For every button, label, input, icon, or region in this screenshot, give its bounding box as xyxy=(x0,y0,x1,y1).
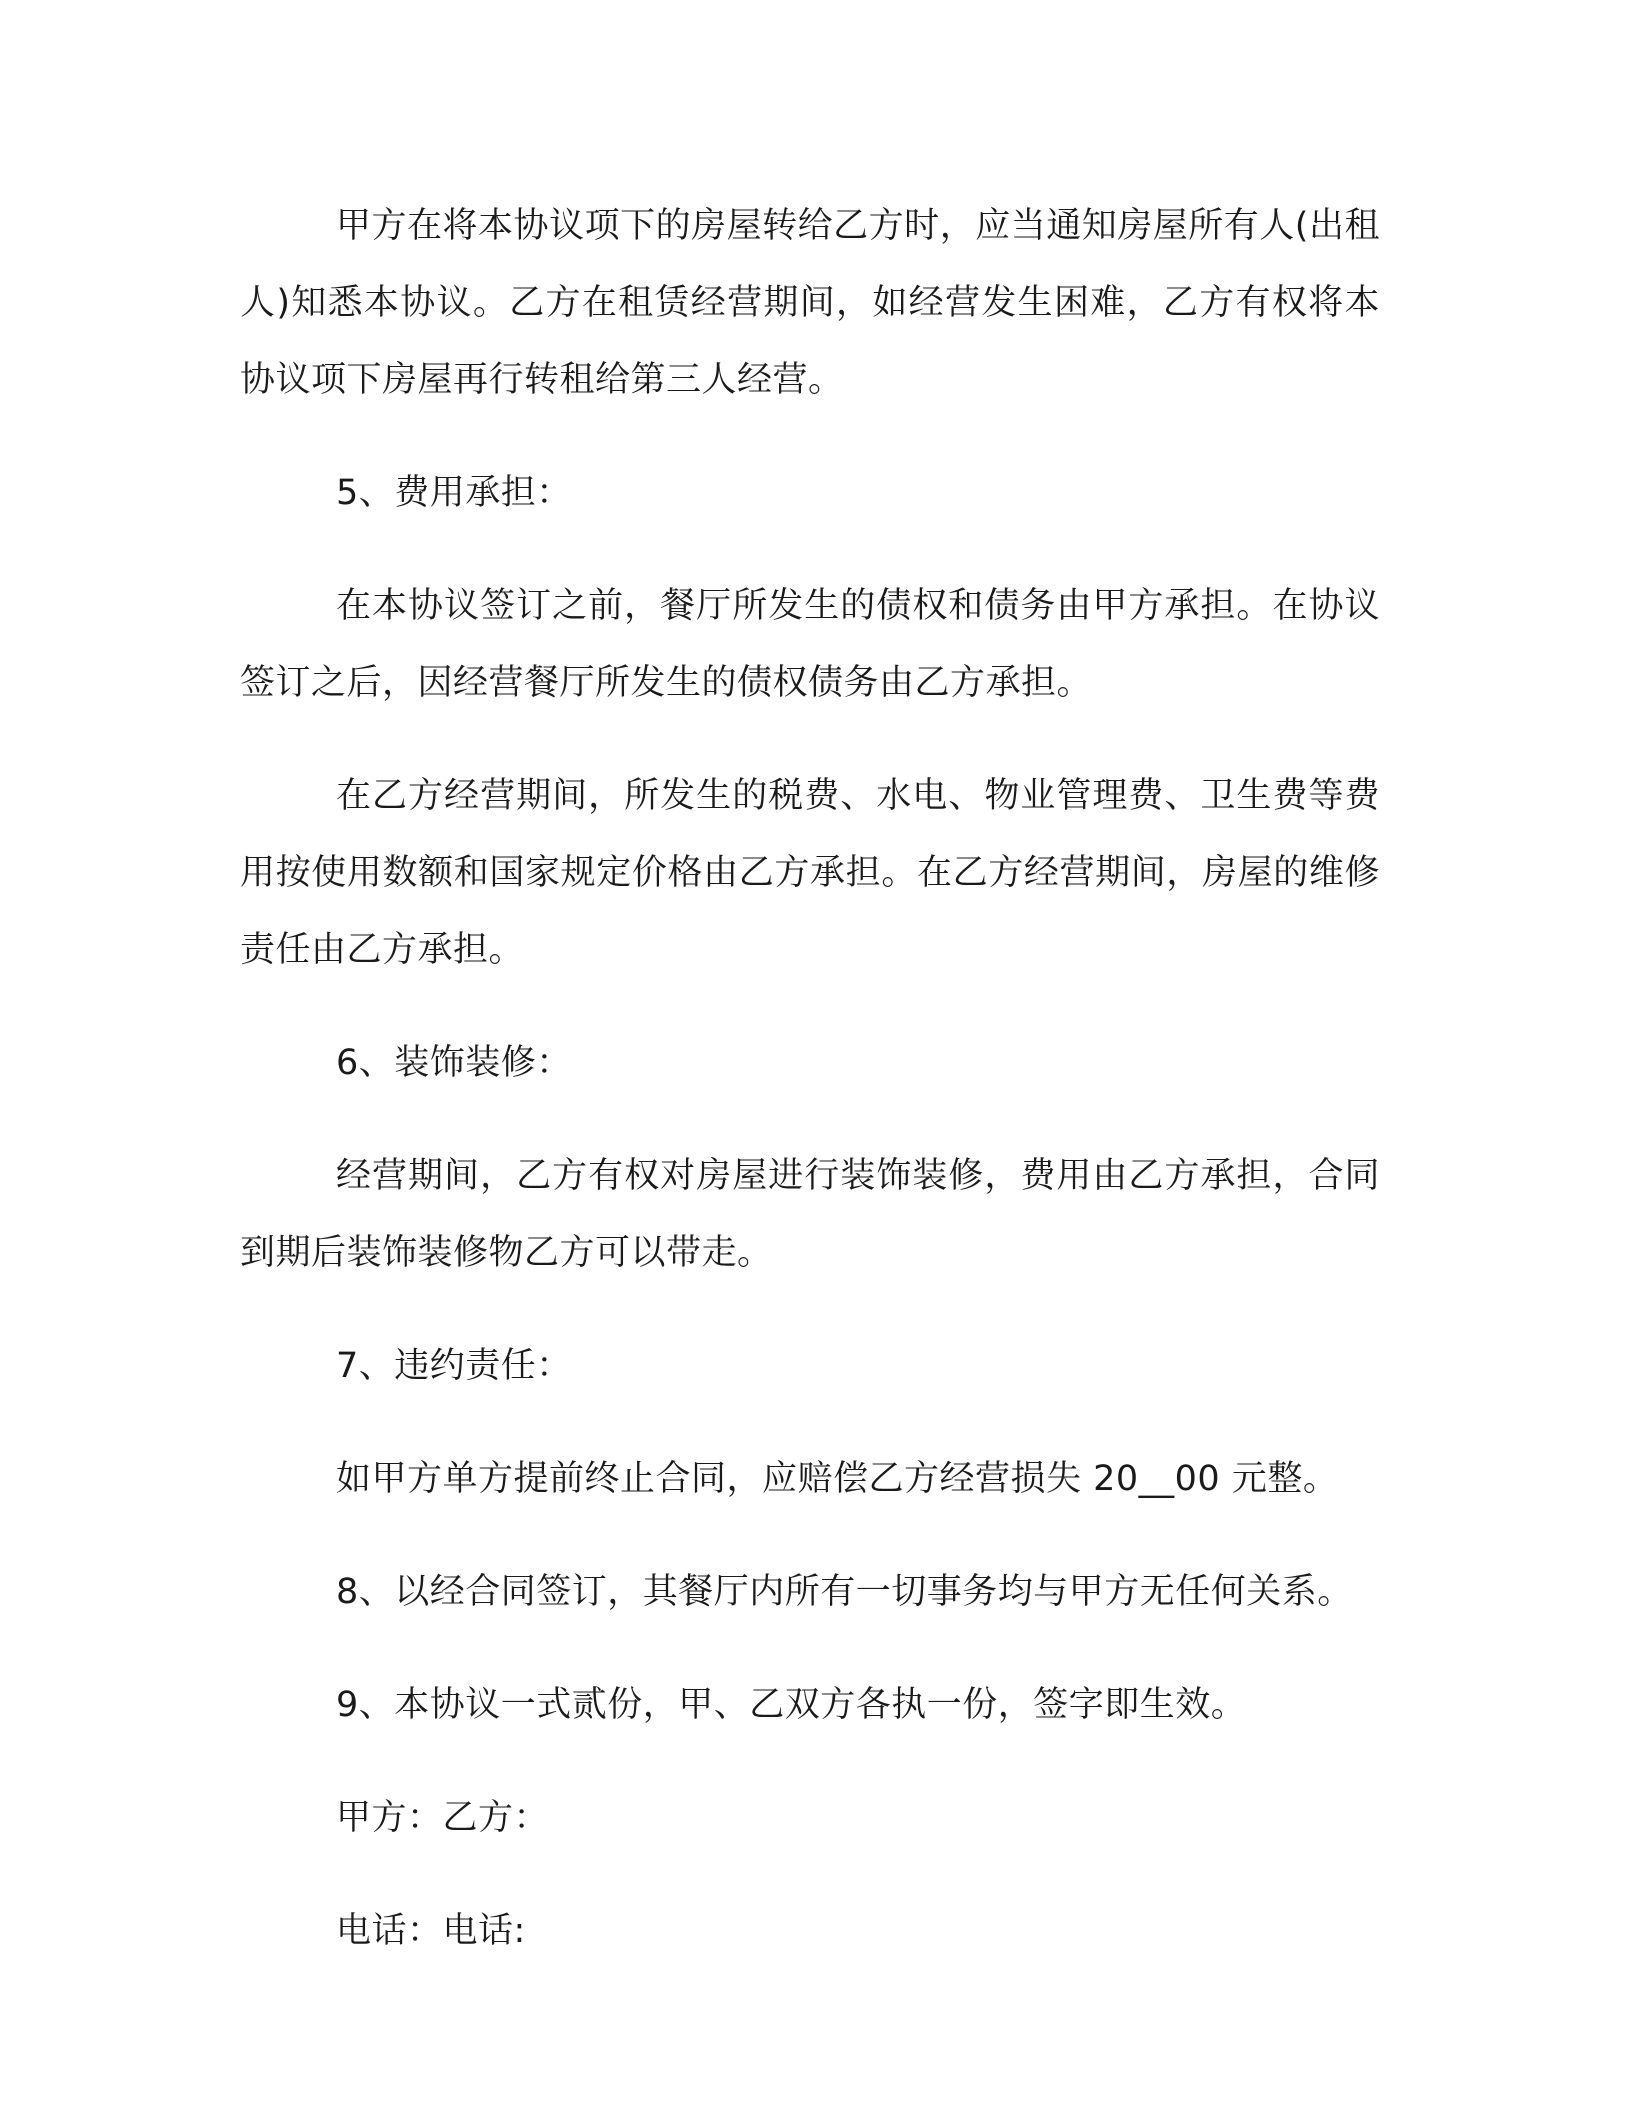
section-heading-cost-bearing: 5、费用承担： xyxy=(336,473,572,513)
signature-phones: 电话：电话: xyxy=(336,1911,526,1951)
paragraph-operating-costs: 在乙方经营期间，所发生的税费、水电、物业管理费、卫生费等费用按使用数额和国家规定价格由乙方承担。在乙方经营期间，房屋的维修责任由乙方承担。 xyxy=(240,776,1380,970)
section-heading-liability: 7、违约责任： xyxy=(336,1346,572,1386)
document-body xyxy=(240,188,1380,2006)
paragraph-sublease-notice: 甲方在将本协议项下的房屋转给乙方时，应当通知房屋所有人(出租人)知悉本协议。乙方在租赁经营期间，如经营发生困难，乙方有权将本协议项下房屋再行转租给第三人经营。 xyxy=(240,206,1380,400)
section-heading-decoration: 6、装饰装修： xyxy=(336,1043,572,1083)
signature-parties: 甲方：乙方： xyxy=(336,1798,550,1838)
paragraph-debts: 在本协议签订之前，餐厅所发生的债权和债务由甲方承担。在协议签订之后，因经营餐厅所发生的债权债务由乙方承担。 xyxy=(240,586,1380,703)
paragraph-decoration: 经营期间，乙方有权对房屋进行装饰装修，费用由乙方承担，合同到期后装饰装修物乙方可以带走。 xyxy=(240,1156,1380,1273)
clause-9: 9、本协议一式贰份，甲、乙双方各执一份，签字即生效。 xyxy=(336,1685,1247,1725)
clause-8: 8、以经合同签订，其餐厅内所有一切事务均与甲方无任何关系。 xyxy=(336,1572,1353,1612)
paragraph-compensation: 如甲方单方提前终止合同，应赔偿乙方经营损失 20__00 元整。 xyxy=(336,1459,1339,1499)
